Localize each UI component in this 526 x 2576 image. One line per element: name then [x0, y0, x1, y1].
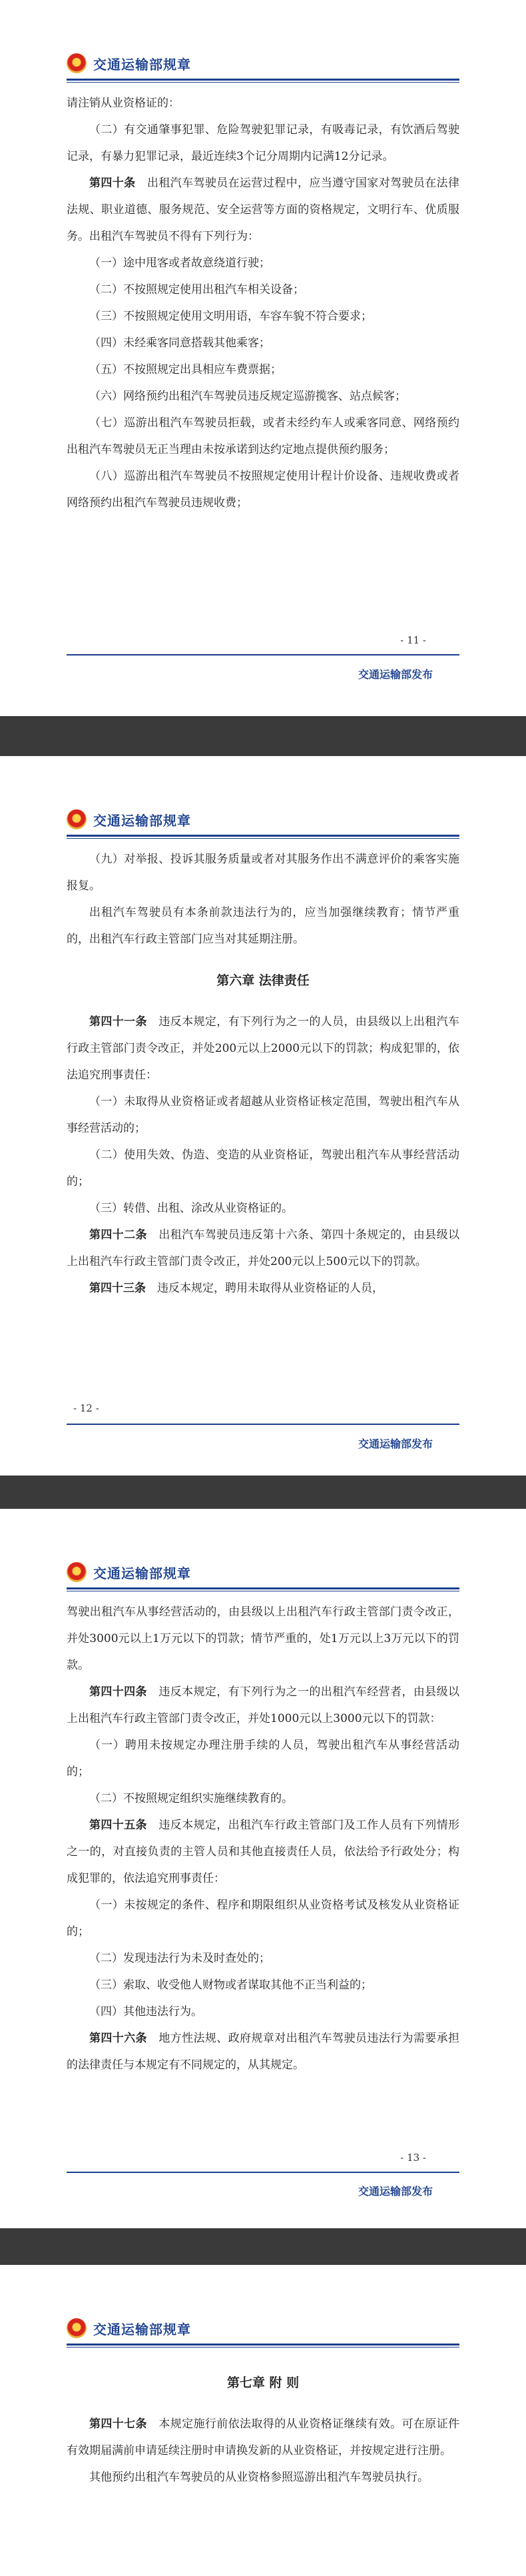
page-number: - 12 -	[73, 1402, 99, 1414]
paragraph: （二）不按照规定使用出租汽车相关设备；	[89, 283, 304, 296]
article-number: 第四十三条	[89, 1282, 146, 1295]
paragraph: 其他预约出租汽车驾驶员的从业资格参照巡游出租汽车驾驶员执行。	[89, 2471, 429, 2484]
article-number: 第四十二条	[89, 1228, 147, 1242]
paragraph	[67, 1009, 459, 1088]
paragraph-text: 出租汽车驾驶员违反第十六条、第四十条规定的，由县级以上出租汽车行政主管部门责令改正，并处200元以上500元以下的罚款。	[67, 1228, 460, 1268]
national-emblem-icon	[67, 2318, 87, 2338]
header-rule	[67, 2344, 459, 2346]
header-title: 交通运输部规章	[93, 812, 191, 829]
paragraph: 请注销从业资格证的：	[67, 97, 180, 110]
paragraph: （五）不按照规定出具相应车费票据；	[89, 363, 282, 376]
header-title: 交通运输部规章	[93, 1565, 191, 1581]
paragraph: （七）巡游出租汽车驾驶员拒载，或者未经约车人或乘客同意、网络预约出租汽车驾驶员无正当理由未按承诺到达约定地点提供预约服务；	[67, 416, 459, 456]
paragraph-text: 本规定施行前依法取得的从业资格证继续有效。可在原证件有效期届满前申请延续注册时申请换发新的从业资格证，并按规定进行注册。	[67, 2417, 460, 2457]
paragraph: （九）对举报、投诉其服务质量或者对其服务作出不满意评价的乘客实施报复。	[67, 853, 459, 893]
article-number: 第四十七条	[89, 2417, 147, 2431]
paragraph-text: 违反本规定，出租汽车行政主管部门及工作人员有下列情形之一的，对直接负责的主管人员和其他直接责任人员，依法给予行政处分；构成犯罪的，依法追究刑事责任：	[67, 1819, 460, 1885]
paragraph: （二）不按照规定组织实施继续教育的。	[89, 1792, 293, 1805]
paragraph: （一）途中甩客或者故意绕道行驶；	[89, 256, 270, 270]
page	[0, 0, 526, 716]
paragraph	[67, 1275, 459, 1302]
paragraph: （二）有交通肇事犯罪、危险驾驶犯罪记录，有吸毒记录，有饮酒后驾驶记录，有暴力犯罪记录，最近连续3个记分周期内记满12分记录。	[67, 123, 459, 163]
page-header	[67, 53, 191, 73]
page-header	[67, 1562, 191, 1582]
header-rule	[67, 1587, 459, 1589]
article-number: 第四十六条	[89, 2032, 147, 2045]
paragraph	[67, 2025, 459, 2078]
footer-publisher: 交通运输部发布	[358, 1438, 433, 1450]
page	[0, 1509, 526, 2228]
chapter-heading: 第七章 附 则	[226, 2375, 300, 2390]
footer-rule	[67, 1424, 459, 1425]
page	[0, 2265, 526, 2576]
paragraph-text: 地方性法规、政府规章对出租汽车驾驶员违法行为需要承担的法律责任与本规定有不同规定的，从其规定。	[67, 2032, 460, 2072]
paragraph	[67, 170, 459, 250]
paragraph: （二）发现违法行为未及时查处的；	[89, 1952, 270, 1965]
footer-rule	[67, 654, 459, 655]
page-header	[67, 2318, 191, 2338]
page	[0, 756, 526, 1476]
footer-publisher: 交通运输部发布	[358, 2185, 433, 2198]
footer-publisher: 交通运输部发布	[358, 668, 433, 681]
paragraph: （一）未按规定的条件、程序和期限组织从业资格考试及核发从业资格证的；	[67, 1899, 459, 1938]
article-number: 第四十四条	[89, 1685, 147, 1699]
paragraph: （四）未经乘客同意搭载其他乘客；	[89, 336, 270, 350]
page-number: - 13 -	[400, 2152, 426, 2164]
paragraph	[67, 1222, 459, 1275]
page-header	[67, 809, 191, 829]
footer-rule	[67, 2172, 459, 2173]
paragraph	[67, 1812, 459, 1892]
paragraph: 驾驶出租汽车从事经营活动的，由县级以上出租汽车行政主管部门责令改正，并处3000元以上1万元以下的罚款；情节严重的，处1万元以上3万元以下的罚款。	[67, 1605, 459, 1672]
header-title: 交通运输部规章	[93, 2321, 191, 2338]
article-number: 第四十条	[89, 177, 136, 190]
header-rule	[67, 79, 459, 81]
paragraph: （一）聘用未按规定办理注册手续的人员，驾驶出租汽车从事经营活动的；	[67, 1739, 459, 1779]
page-number: - 11 -	[400, 634, 426, 646]
national-emblem-icon	[67, 809, 87, 829]
national-emblem-icon	[67, 1562, 87, 1582]
body-text	[67, 2355, 459, 2491]
paragraph-text: 违反本规定，有下列行为之一的出租汽车经营者，由县级以上出租汽车行政主管部门责令改正，并处1000元以上3000元以下的罚款：	[67, 1685, 460, 1725]
national-emblem-icon	[67, 53, 87, 73]
paragraph: （三）索取、收受他人财物或者谋取其他不正当利益的；	[89, 1978, 372, 1992]
paragraph: （二）使用失效、伪造、变造的从业资格证，驾驶出租汽车从事经营活动的；	[67, 1148, 459, 1188]
body-text	[67, 1599, 459, 2078]
paragraph-text: 违反本规定，有下列行为之一的人员，由县级以上出租汽车行政主管部门责令改正，并处200元以上2000元以下的罚款；构成犯罪的，依法追究刑事责任：	[67, 1015, 460, 1082]
header-title: 交通运输部规章	[93, 56, 191, 73]
paragraph-text: 出租汽车驾驶员在运营过程中，应当遵守国家对驾驶员在法律法规、职业道德、服务规范、安全运营等方面的资格规定，文明行车、优质服务。出租汽车驾驶员不得有下列行为：	[67, 177, 460, 243]
paragraph: （六）网络预约出租汽车驾驶员违反规定巡游揽客、站点候客；	[89, 390, 406, 403]
paragraph	[67, 2411, 459, 2464]
paragraph-text: 违反本规定，聘用未取得从业资格证的人员，	[157, 1282, 384, 1295]
paragraph: （八）巡游出租汽车驾驶员不按照规定使用计程计价设备、违规收费或者网络预约出租汽车驾驶员违规收费；	[67, 470, 459, 510]
article-number: 第四十五条	[89, 1819, 147, 1832]
body-text	[67, 846, 459, 1302]
chapter-heading: 第六章 法律责任	[216, 973, 310, 988]
paragraph: （三）转借、出租、涂改从业资格证的。	[89, 1202, 293, 1215]
paragraph: （三）不按照规定使用文明用语，车容车貌不符合要求；	[89, 310, 372, 323]
paragraph: （一）未取得从业资格证或者超越从业资格证核定范围，驾驶出租汽车从事经营活动的；	[67, 1095, 459, 1135]
paragraph	[67, 1679, 459, 1732]
article-number: 第四十一条	[89, 1015, 147, 1029]
paragraph: （四）其他违法行为。	[89, 2005, 202, 2018]
paragraph: 出租汽车驾驶员有本条前款违法行为的，应当加强继续教育；情节严重的，出租汽车行政主管部门应当对其延期注册。	[67, 906, 459, 946]
body-text	[67, 90, 459, 516]
header-rule	[67, 835, 459, 837]
